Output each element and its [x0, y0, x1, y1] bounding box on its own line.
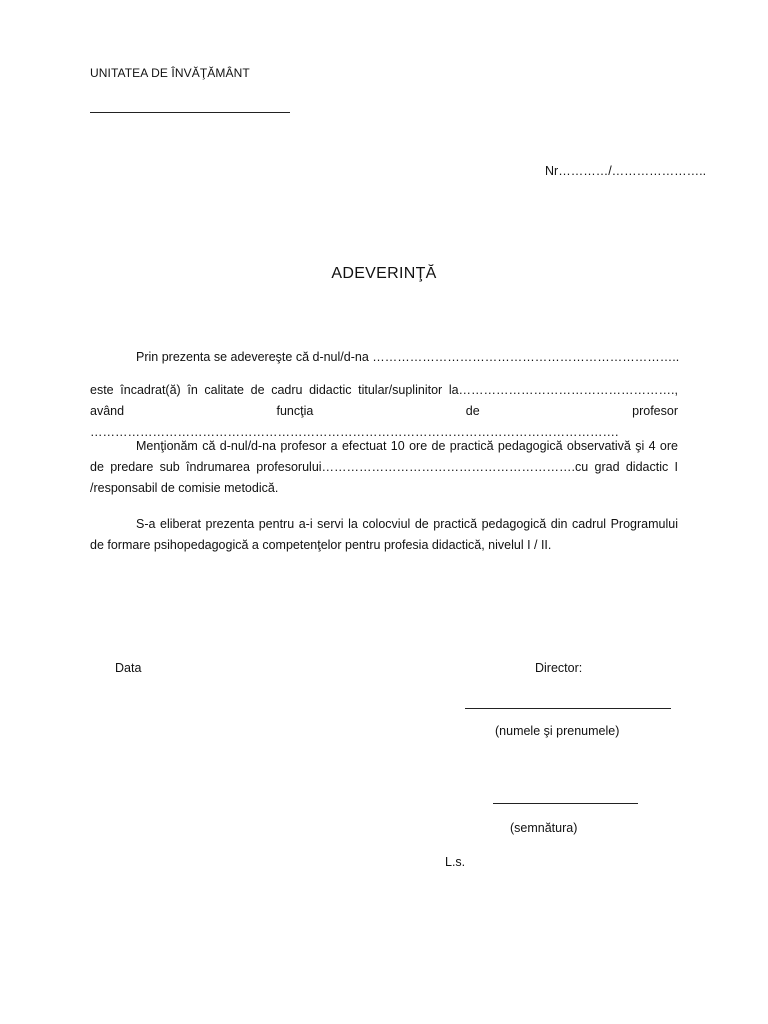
seal-label: L.s. — [445, 855, 466, 869]
signature-caption: (semnătura) — [510, 821, 578, 835]
date-label: Data — [115, 661, 142, 675]
document-title: ADEVERINŢĂ — [331, 265, 437, 282]
registration-number: Nr…………/………………….. — [545, 164, 707, 178]
name-caption: (numele şi prenumele) — [495, 724, 620, 738]
institution-blank-line — [90, 112, 290, 113]
institution-label: UNITATEA DE ÎNVĂŢĂMÂNT — [90, 66, 250, 80]
signature-line — [493, 803, 638, 804]
paragraph-purpose: S-a eliberat prezenta pentru a-i servi la colocviul de practică pedagogică din cadrul Programului de formare psihopedagogică a competenţelor pentru profesia didactică, nivelul I / II. — [90, 517, 678, 552]
paragraph-employment: este încadrat(ă) în calitate de cadru didactic titular/suplinitor la……………………………………………., având funcţia de profesor ………………………………………………………………………………………………………………. — [90, 383, 678, 439]
paragraph-certification: Prin prezenta se adevereşte că d-nul/d-na ……………………………………………………………….. — [136, 350, 680, 364]
director-name-line — [465, 708, 671, 709]
paragraph-practice-hours: Menţionăm că d-nul/d-na profesor a efectuat 10 ore de practică pedagogică observativă şi 4 ore de predare sub îndrumarea profesorului…………………………………………………….cu grad didactic I /responsabil de comisie metodică. — [90, 439, 678, 495]
director-label: Director: — [535, 661, 583, 675]
